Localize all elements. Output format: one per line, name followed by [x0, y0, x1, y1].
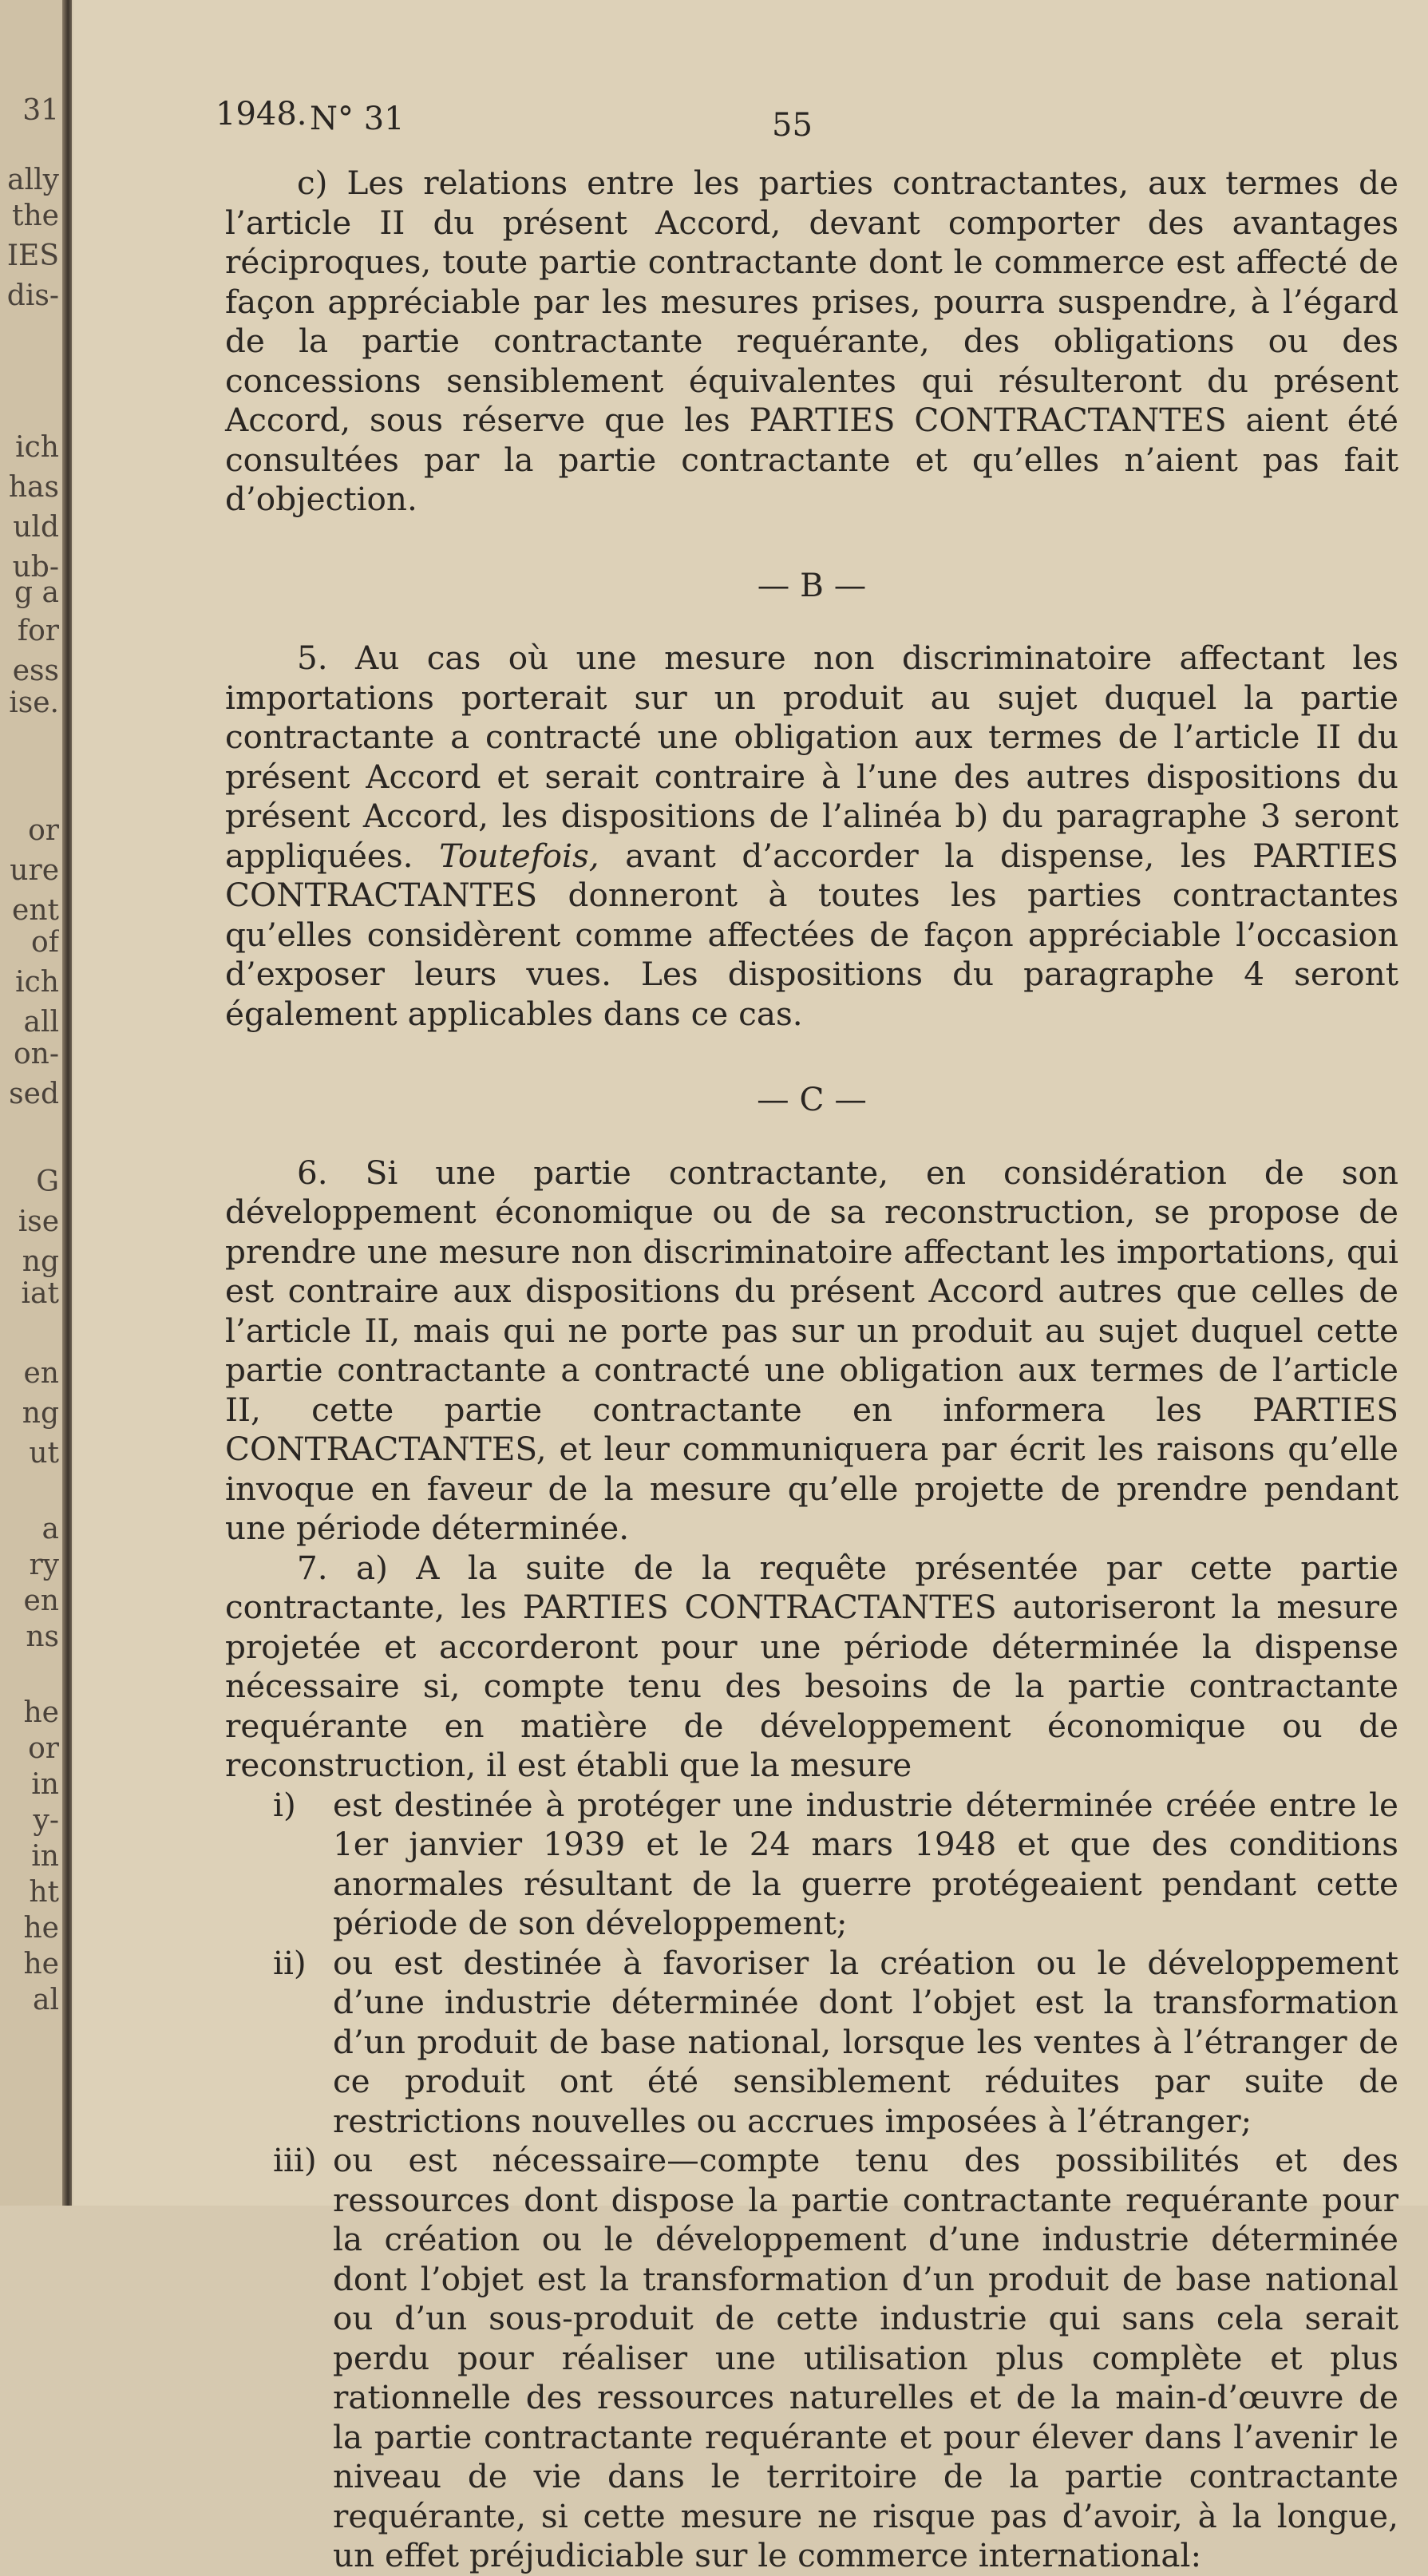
- facing-fragment: ng: [22, 1245, 59, 1278]
- facing-fragment: ht: [29, 1876, 59, 1909]
- facing-fragment: in: [31, 1768, 59, 1801]
- facing-fragment: 31: [22, 94, 59, 127]
- page-header: [145, 96, 1390, 144]
- paragraph-5-toutefois: Toutefois,: [439, 836, 599, 875]
- facing-fragment: or: [28, 814, 59, 847]
- list-text-iii: ou est nécessaire—compte tenu des possibilités et des ressources dont dispose la partie contractante requérante pour la création ou le développement d’une industrie déterminée dont l’objet est la transformation d’un produit de base national ou d’un sous-produit de cette industrie qui sans cela serait perdu pour réaliser une utilisation plus complète et plus rationnelle des ressources naturelles et de la main-d’œuvre de la partie contractante requérante et pour élever dans l’avenir le niveau de vie dans le territoire de la partie contractante requérante, si cette mesure ne risque pas d’avoir, à la longue, un effet préjudiciable sur le commerce international:: [333, 2141, 1398, 2574]
- list-marker-iii: iii): [273, 2141, 317, 2179]
- facing-fragment: iat: [21, 1277, 59, 1310]
- header-document-number: N° 31: [310, 101, 405, 137]
- facing-fragment: ally: [7, 164, 59, 196]
- facing-fragment: ry: [29, 1549, 59, 1581]
- facing-fragment: he: [23, 1912, 59, 1945]
- section-heading-b: — B —: [757, 565, 867, 604]
- list-item-i: [225, 1786, 1398, 1944]
- facing-fragment: of: [31, 926, 59, 959]
- facing-fragment: has: [8, 471, 59, 504]
- list-item-ii: [225, 1944, 1398, 2142]
- facing-fragment: in: [31, 1840, 59, 1873]
- list-marker-i: i): [273, 1785, 296, 1824]
- facing-fragment: all: [23, 1006, 59, 1039]
- facing-fragment: en: [23, 1357, 59, 1390]
- paragraph-5: [225, 639, 1398, 1034]
- facing-fragment: y-: [33, 1804, 59, 1837]
- facing-fragment: ure: [10, 854, 59, 887]
- list-text-i: est destinée à protéger une industrie déterminée créée entre le 1er janvier 1939 et le 24 mars 1948 et que des conditions anormales résultant de la guerre protégeaient pendant cette période de son développement;: [333, 1785, 1398, 1942]
- facing-fragment: for: [17, 615, 59, 647]
- section-heading-c: — C —: [757, 1080, 867, 1118]
- facing-fragment: en: [23, 1585, 59, 1617]
- page-number: 55: [772, 107, 813, 144]
- facing-fragment: or: [28, 1732, 59, 1765]
- facing-fragment: the: [12, 200, 59, 232]
- facing-fragment: IES: [6, 239, 59, 272]
- facing-page-edge: [0, 0, 72, 2206]
- list-text-ii: ou est destinée à favoriser la création ou le développement d’une industrie déterminée dont l’objet est la transformation d’un produit de base national, lorsque les ventes à l’étranger de ce produit ont été sensiblement réduites par suite de restrictions nouvelles ou accrues imposées à l’étranger;: [333, 1943, 1398, 2140]
- facing-fragment: ub-: [12, 551, 59, 584]
- header-year: 1948.: [216, 96, 307, 133]
- book-spine: [62, 0, 72, 2206]
- facing-fragment: G: [36, 1165, 59, 1198]
- facing-fragment: g a: [14, 576, 59, 609]
- facing-fragment: he: [23, 1948, 59, 1980]
- paragraph-4c: c) Les relations entre les parties contractantes, aux termes de l’article II du présent Accord, devant comporter des avantages réciproques, toute partie contractante dont le commerce est affecté de façon appréciable par les mesures prises, pourra suspendre, à l’égard de la partie contractante requérante, des obligations ou des concessions sensiblement équivalentes qui résulteront du présent Accord, sous réserve que les PARTIES CONTRACTANTES aient été consultées par la partie contractante et qu’elles n’aient pas fait d’objection.: [225, 164, 1398, 518]
- facing-fragment: sed: [9, 1078, 59, 1110]
- facing-fragment: al: [33, 1984, 59, 2016]
- paragraph-7a: 7. a) A la suite de la requête présentée par cette partie contractante, les PARTIES CONTRACTANTES autoriseront la mesure projetée et accorderont pour une période déterminée la dispense nécessaire si, compte tenu des besoins de la partie contractante requérante en matière de développement économique ou de reconstruction, il est établi que la mesure: [225, 1548, 1398, 1784]
- facing-fragment: ise.: [9, 687, 59, 719]
- facing-fragment: on-: [13, 1038, 59, 1070]
- facing-fragment: dis-: [6, 279, 59, 312]
- page-body: [225, 164, 1398, 2576]
- facing-fragment: ich: [15, 966, 59, 999]
- facing-fragment: ess: [12, 655, 59, 687]
- facing-fragment: ut: [29, 1437, 59, 1470]
- list-marker-ii: ii): [273, 1943, 307, 1982]
- facing-fragment: ns: [26, 1620, 59, 1653]
- facing-fragment: a: [42, 1513, 59, 1545]
- facing-fragment: ich: [15, 431, 59, 464]
- list-item-iii: [225, 2141, 1398, 2576]
- paragraph-5-part-2: avant d’accorder la dispense, les PARTIES CONTRACTANTES donneront à toutes les parties contractantes qu’elles considèrent comme affectées de façon appréciable l’occasion d’exposer leurs vues. Les dispositions du paragraphe 4 seront également applicables dans ce cas.: [225, 836, 1398, 1033]
- facing-fragment: uld: [13, 511, 59, 544]
- facing-fragment: he: [23, 1696, 59, 1729]
- facing-fragment: ent: [12, 894, 59, 927]
- paragraph-6: 6. Si une partie contractante, en considération de son développement économique ou de sa reconstruction, se propose de prendre une mesure non discriminatoire affectant les importations, qui est contraire aux dispositions du présent Accord autres que celles de l’article II, mais qui ne porte pas sur un produit au sujet duquel cette partie contractante a contracté une obligation aux termes de l’article II, cette partie contractante en informera les PARTIES CONTRACTANTES, et leur communiquera par écrit les raisons qu’elle invoque en faveur de la mesure qu’elle projette de prendre pendant une période déterminée.: [225, 1153, 1398, 1547]
- paragraph-5-part-1: 5. Au cas où une mesure non discriminatoire affectant les importations porterait sur un produit au sujet duquel la partie contractante a contracté une obligation aux termes de l’article II du présent Accord et serait contraire à l’une des autres dispositions du présent Accord, les dispositions de l’alinéa b) du paragraphe 3 seront appliquées.: [225, 639, 1398, 875]
- facing-fragment: ise: [18, 1205, 59, 1238]
- facing-fragment: ng: [22, 1397, 59, 1430]
- document-page: [73, 0, 1428, 2574]
